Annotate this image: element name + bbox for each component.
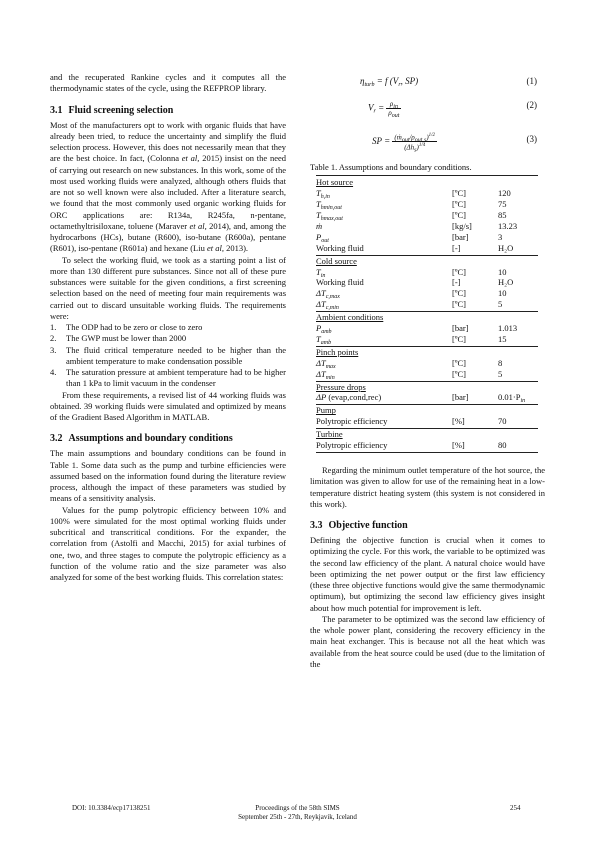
eq-subscript: r (398, 82, 401, 88)
parameter-subscript: out (321, 237, 329, 244)
min-outlet-paragraph: Regarding the minimum outlet temperature of the hot source, the limitation was given to allow for use of the remaining heat in a low-temperature district heating system (this system is not considered in this work). (310, 465, 545, 509)
eq-subscript: turb (364, 82, 375, 88)
value-cell (498, 232, 538, 243)
equation-number: (3) (526, 134, 537, 144)
eq-fraction (386, 100, 401, 117)
table-section-header (316, 346, 538, 357)
parameter-cell: Working fluid (316, 243, 452, 255)
section-title: Fluid screening selection (68, 104, 174, 116)
value-cell (498, 358, 538, 369)
section-3-1-heading (50, 105, 286, 117)
table-row (316, 210, 538, 221)
parameter-cell (316, 392, 452, 404)
objective-paragraph-1: Defining the objective function is crucial when it comes to optimizing the cycle. For this work, the variable to be optimized was the second law efficiency of the plant. A natural choice would have been optimizing the net power output or the first law efficiency (these three objective functions would give the same thermodynamic optimum), but optimizing the second law efficiency gives insight about how much potential for improvement is left. (310, 535, 545, 613)
eq-fraction (392, 132, 437, 152)
parameter-symbol: P (316, 323, 322, 334)
parameter-cell (316, 369, 452, 381)
value-text: 10 (498, 266, 507, 277)
requirements-list (50, 322, 286, 390)
parameter-subscript: hmin,out (320, 205, 342, 212)
parameter-symbol: T (316, 209, 321, 220)
intro-paragraph: and the recuperated Rankine cycles and it computes all the thermodynamic states of the cycle, using the REFPROP library. (50, 72, 286, 94)
section-3-2-heading (50, 433, 286, 445)
objective-paragraph-2: The parameter to be optimized was the second law efficiency of the whole power plant, considering the recovery efficiency in the main heat exchanger. This is because not all the heat which was available from the heat source could be used (due to the limitation of the (310, 613, 545, 669)
eq-text: = f (V (374, 76, 399, 86)
value-text: 13.23 (498, 220, 518, 231)
value-text: 75 (498, 199, 507, 210)
unit-cell: [-] (452, 277, 461, 288)
unit-cell: [ºC] (452, 334, 498, 346)
value-text: H₂O (498, 277, 514, 288)
parameter-cell (316, 188, 452, 199)
parameter-cell (316, 334, 452, 346)
parameter-cell: Polytropic efficiency (316, 416, 452, 428)
footer-proc-title: Proceedings of the 58th SIMS (255, 804, 340, 812)
equation-3: SP = $\frac{(ṁ_{out}/\rho_{out,s})^{1/2}}{(\Delta h_s)^{1/4}}$ (3) (372, 133, 537, 154)
assumptions-paragraph-1: The main assumptions and boundary conditions can be found in Table 1. Some data such as the pump and turbine efficiencies were assumed based on the information found during the literature review process, although the impact of these parameters was studied by means of a sensitivity analysis. (50, 448, 286, 504)
parameter-symbol: ΔP (316, 392, 327, 403)
parameter-cell (316, 288, 452, 299)
table-row (316, 323, 538, 334)
parameter-cell (316, 232, 452, 243)
parameter-cell (316, 267, 452, 278)
table-row (316, 288, 538, 299)
unit-cell: [bar] (452, 231, 469, 242)
unit-cell: [%] (452, 416, 498, 428)
parameter-subscript: amb (321, 329, 332, 336)
boundary-conditions-table (316, 175, 538, 453)
parameter-cell: Polytropic efficiency (316, 440, 452, 452)
eq-subscript: out (401, 137, 410, 144)
value-cell (498, 440, 538, 452)
table-row (316, 334, 538, 346)
eq-superscript: 1/4 (418, 143, 426, 149)
eq-symbol: ) (426, 133, 429, 142)
section-number: 3.1 (50, 104, 63, 116)
et-al: et al, (189, 220, 207, 231)
parameter-cell (316, 221, 452, 232)
parameter-qualifier: (evap,cond,rec) (326, 392, 382, 403)
value-cell (498, 188, 538, 199)
right-column (310, 72, 545, 670)
table-row (316, 416, 538, 428)
parameter-subscript: in (320, 272, 326, 279)
table-caption: Table 1. Assumptions and boundary conditions. (310, 162, 472, 172)
list-number: 3. (50, 344, 57, 355)
equation-1 (310, 72, 545, 96)
footer-proceedings (0, 804, 595, 822)
section-title: Objective function (328, 520, 408, 531)
parameter-symbol: ΔT (316, 299, 326, 310)
value-cell (498, 267, 538, 278)
table-row (316, 358, 538, 369)
unit-cell: [ºC] (452, 209, 466, 220)
parameter-subscript: max (325, 363, 336, 370)
eq-subscript: out (391, 113, 400, 119)
unit-cell: [bar] (452, 392, 498, 404)
equation-2: $V_r$ = $\frac{\rho_{in}}{\rho_{out}}$ (2) (368, 100, 537, 119)
value-cell (498, 299, 538, 311)
value-cell (498, 210, 538, 221)
parameter-subscript: c,max (325, 294, 340, 301)
text-run: 2013). (223, 243, 249, 254)
eq-symbol: (Δh (404, 143, 415, 152)
list-text: The ODP had to be zero or close to zero (66, 322, 203, 332)
parameter-symbol: T (316, 266, 321, 277)
unit-cell: [ºC] (452, 199, 466, 210)
value-text: H₂O (498, 242, 514, 253)
footer-proc-dates: September 25th - 27th, Reykjavik, Iceland (238, 813, 357, 821)
text-run: 2015) insist on the need of carrying out research on new substances. In this work, some of the most used working fluids were analyzed, although others fluids that are not so well known were also included. After a literature search, we found that the most commonly used organic working fluids for ORC applications are: R134a, R245fa, n-pentane, octamethyltrisiloxane, toluene (Maraver (50, 153, 287, 231)
value-text: 5 (498, 368, 503, 379)
section-number: 3.2 (50, 433, 63, 445)
table-section-header (316, 429, 538, 440)
value-cell (498, 323, 538, 334)
eq-subscript: r (373, 108, 376, 115)
value-text: 70 (498, 416, 507, 427)
table-section-header (316, 255, 538, 266)
value-subscript: in (520, 398, 526, 405)
section-title: Assumptions and boundary conditions (68, 433, 233, 445)
list-number: 4. (50, 367, 57, 377)
table-row (316, 392, 538, 404)
table-section-header (316, 381, 538, 392)
value-cell (498, 288, 538, 299)
list-item (50, 322, 286, 333)
unit-cell: [%] (452, 440, 498, 452)
table-row (316, 299, 538, 311)
unit-cell: [bar] (452, 323, 469, 334)
eq-symbol: V (368, 102, 374, 113)
value-text: 10 (498, 288, 507, 299)
unit-cell: [ºC] (452, 188, 466, 199)
parameter-cell (316, 199, 452, 210)
eq-symbol: (ṁ (394, 133, 402, 142)
table-row (316, 188, 538, 199)
table-section-title: Pinch points (316, 346, 359, 357)
list-number: 1. (50, 322, 57, 332)
table-section-title: Ambient conditions (316, 312, 384, 323)
table-section-title: Turbine (316, 429, 343, 440)
table-section-header (316, 405, 538, 416)
parameter-subscript: amb (320, 339, 332, 346)
eq-symbol: ) (416, 143, 419, 152)
fluid-screening-paragraph-1 (50, 120, 286, 255)
table-row (316, 232, 538, 243)
parameter-cell (316, 299, 452, 311)
table-section-header (316, 312, 538, 323)
eq-symbol: ρ (389, 100, 394, 108)
value-text: 5 (498, 299, 503, 310)
parameter-symbol: P (316, 231, 322, 242)
page-number: 254 (510, 804, 521, 812)
list-text: The saturation pressure at ambient temperature had to be higher than 1 kPa to limit vacuum in the condenser (66, 367, 286, 389)
table-row (316, 243, 538, 255)
section-3-3-heading (310, 520, 545, 532)
unit-cell: [kg/s] (452, 220, 472, 231)
table-row (316, 199, 538, 210)
value-text: 1.013 (498, 323, 518, 334)
eq-superscript: 1/2 (428, 133, 436, 138)
parameter-symbol: T (316, 333, 321, 344)
text-run: 2014), and, among the hydrocarbons (HCs), butane (R600), iso-butane (R600a), pentane (R601), iso-pentane (R601a) and hexane (Liu (50, 220, 287, 254)
section-number: 3.3 (310, 520, 323, 531)
eq-subscript: s (414, 147, 417, 154)
value-cell (498, 369, 538, 381)
value-text: 0.01·P (498, 392, 521, 403)
et-al: et al, (181, 153, 200, 164)
fluid-screening-paragraph-2: To select the working fluid, we took as a starting point a list of more than 130 different pure substances. Since not all of these pure substances were suitable for the given conditions, a first screening selection based on the need of meeting four main requirements was carried out to discard unsuitable working fluids. The requirements were: (50, 254, 286, 321)
parameter-cell (316, 210, 452, 221)
list-item (50, 367, 286, 390)
value-cell (498, 221, 538, 232)
unit-cell: [ºC] (452, 288, 466, 299)
parameter-symbol: T (316, 199, 321, 210)
parameter-symbol: ΔT (316, 288, 326, 299)
eq-subscript: in (393, 104, 398, 110)
eq-symbol: η (360, 76, 365, 86)
unit-cell: [ºC] (452, 357, 466, 368)
text-run: Most of the manufacturers opt to work with organic fluids that have already been tried, to reduce the uncertainty and simplify the fluid selection process. However, this does not necessarily mean that they are the best choice. In fact, (Colonna (50, 119, 286, 164)
unit-cell: [-] (452, 243, 498, 255)
footer-doi: DOI: 10.3384/ecp17138251 (72, 804, 151, 812)
parameter-cell: Working fluid (316, 277, 364, 288)
value-text: 15 (498, 333, 507, 344)
eq-symbol: SP (372, 135, 382, 146)
table-row (316, 277, 538, 288)
value-cell (498, 277, 538, 288)
value-cell (498, 392, 538, 404)
equation-number: (2) (526, 100, 537, 110)
value-text: 8 (498, 357, 503, 368)
left-column (50, 72, 286, 583)
eq-symbol: ρ (388, 109, 392, 117)
list-item (50, 345, 286, 368)
value-text: 85 (498, 209, 507, 220)
table-section-title: Cold source (316, 255, 357, 266)
parameter-subscript: min (325, 374, 335, 381)
table-section-title: Pressure drops (316, 381, 366, 392)
unit-cell: [ºC] (452, 369, 498, 381)
fluid-screening-paragraph-3: From these requirements, a revised list of 44 working fluids was obtained. 39 working fluids were simulated and optimized by means of the Gradient Based Algorithm in MATLAB. (50, 389, 286, 422)
table-row (316, 267, 538, 278)
list-text: The fluid critical temperature needed to be higher than the ambient temperature to make condensation possible (66, 344, 286, 366)
list-number: 2. (50, 333, 57, 344)
parameter-subscript: h,in (320, 194, 330, 201)
parameter-subscript: hmax,out (320, 215, 343, 222)
value-cell (498, 199, 538, 210)
value-cell (498, 416, 538, 428)
table-row (316, 369, 538, 381)
value-text: 120 (498, 188, 511, 199)
value-cell (498, 243, 538, 255)
value-cell (498, 334, 538, 346)
parameter-subscript: c,min (325, 305, 339, 312)
value-text: 80 (498, 440, 507, 451)
table-section-title: Hot source (316, 177, 354, 188)
parameter-symbol: ΔT (316, 357, 326, 368)
et-al: et al, (206, 243, 224, 254)
equation-number: (1) (526, 76, 537, 86)
table-row (316, 440, 538, 452)
parameter-symbol: ΔT (316, 368, 326, 379)
value-text: 3 (498, 231, 503, 242)
assumptions-paragraph-2: Values for the pump polytropic efficiency between 10% and 100% were simulated for the most optimal working fluids under subcritical and transcritical conditions. For the expander, the correlation from (Astolfi and Macchi, 2015) for axial turbines of one, two, and three stages to compute the polytropic efficiency as a function of the volume ratio and the size parameter was also analyzed for some of the best working fluids. This correlation states: (50, 504, 286, 582)
list-item (50, 333, 286, 344)
eq-symbol: /ρ (409, 133, 415, 142)
table-section-title: Pump (316, 405, 336, 416)
parameter-cell (316, 323, 452, 334)
table-section-header (316, 176, 538, 188)
table-row (316, 221, 538, 232)
list-text: The GWP must be lower than 2000 (66, 333, 187, 344)
eq-subscript: out,s (414, 137, 427, 144)
unit-cell: [ºC] (452, 266, 466, 277)
parameter-cell (316, 358, 452, 369)
parameter-symbol: ṁ (316, 220, 323, 231)
eq-text: , SP) (400, 76, 419, 86)
unit-cell: [ºC] (452, 299, 498, 311)
parameter-symbol: T (316, 188, 321, 199)
